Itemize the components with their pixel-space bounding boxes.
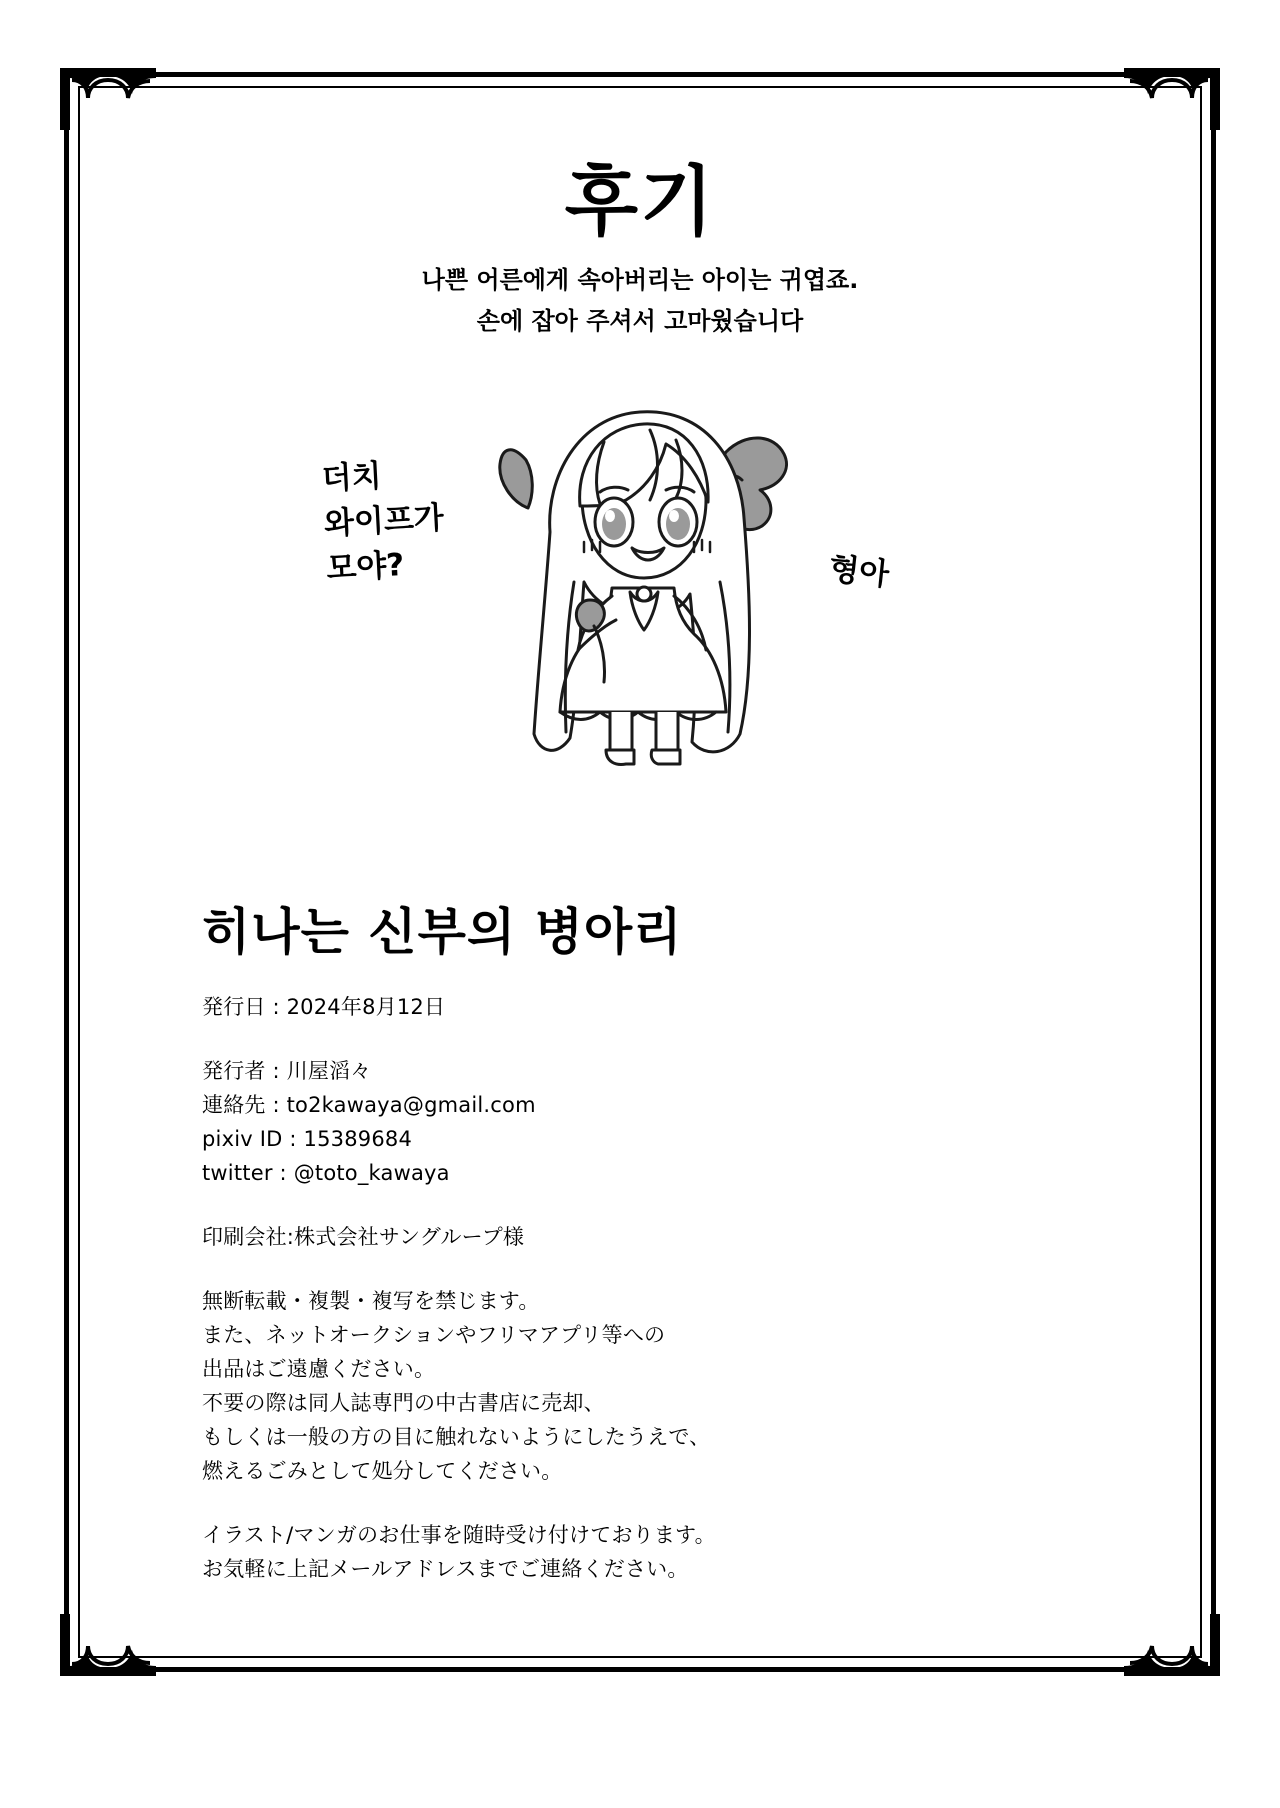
corner-ornament-top-right (1124, 68, 1220, 128)
illustration-area (214, 382, 1074, 842)
work-request-notice (202, 1518, 1102, 1586)
notice-line-4: 不要の際は同人誌専門の中古書店に売却、 (202, 1391, 605, 1416)
printing-company: 印刷会社:株式会社サングループ様 (202, 1225, 525, 1250)
copyright-notice (202, 1284, 1102, 1488)
publisher-info (202, 1054, 1102, 1190)
notice-line-5: もしくは一般の方の目に触れないようにしたうえで、 (202, 1425, 711, 1450)
subtitle-line-1: 나쁜 어른에게 속아버리는 아이는 귀엽죠. (421, 265, 859, 294)
notice-line-2: また、ネットオークションやフリマアプリ等への (202, 1323, 666, 1348)
pixiv-id: pixiv ID : 15389684 (202, 1127, 413, 1152)
corner-ornament-bottom-right (1124, 1616, 1220, 1676)
handwritten-note-left: 더치 와이프가 모야? (320, 458, 445, 587)
contact-email: 連絡先 : to2kawaya@gmail.com (202, 1093, 536, 1118)
afterword-header (64, 157, 1216, 341)
handwritten-note-right: 형아 (827, 550, 891, 594)
notice-line-6: 燃えるごみとして処分してください。 (202, 1459, 563, 1484)
notice-line-3: 出品はご遠慮ください。 (202, 1357, 436, 1382)
colophon-block (202, 892, 1102, 1586)
corner-ornament-bottom-left (60, 1616, 156, 1676)
twitter-handle: twitter : @toto_kawaya (202, 1161, 450, 1186)
publisher-name: 発行者 : 川屋滔々 (202, 1059, 372, 1084)
page-border-frame (64, 72, 1216, 1672)
work-line-2: お気軽に上記メールアドレスまでご連絡ください。 (202, 1557, 689, 1582)
corner-ornament-top-left (60, 68, 156, 128)
subtitle-line-2: 손에 잡아 주셔서 고마웠습니다 (476, 306, 804, 335)
book-title: 히나는 신부의 병아리 (202, 903, 683, 961)
subtitle-block (64, 260, 1216, 342)
page-title: 후기 (564, 157, 716, 246)
chibi-girl-sketch-icon (454, 382, 874, 822)
work-line-1: イラスト/マンガのお仕事を随時受け付けております。 (202, 1523, 716, 1548)
notice-line-1: 無断転載・複製・複写を禁じます。 (202, 1289, 540, 1314)
publish-date: 発行日 : 2024年8月12日 (202, 995, 446, 1019)
